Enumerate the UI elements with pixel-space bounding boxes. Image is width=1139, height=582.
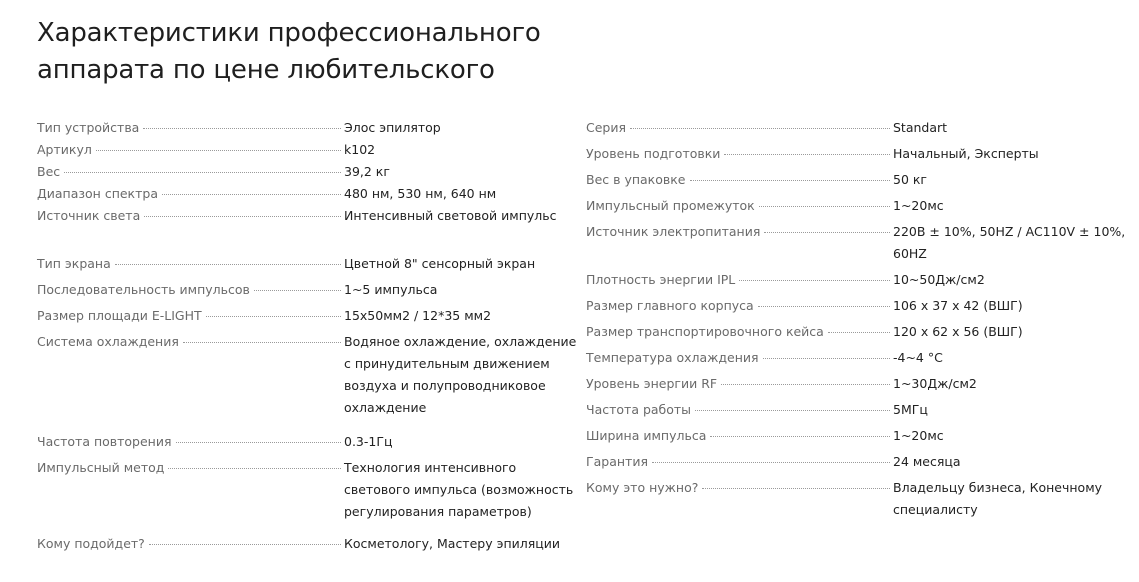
page-title: [37, 15, 541, 89]
spec-value: 480 нм, 530 нм, 640 нм: [344, 186, 497, 201]
spec-row: [586, 195, 1126, 217]
spec-label: Уровень подготовки: [586, 146, 721, 161]
spec-value: Начальный, Эксперты: [893, 146, 1039, 161]
spec-value: Технология интенсивного светового импульса (возможность регулирования параметров): [344, 460, 574, 519]
spec-row: [586, 347, 1126, 369]
page-title-line-1: Характеристики профессионального: [37, 18, 541, 48]
spec-label: Вес в упаковке: [586, 172, 686, 187]
spec-label: Размер главного корпуса: [586, 298, 754, 313]
spec-row: [586, 477, 1126, 521]
spec-label: Гарантия: [586, 454, 648, 469]
spec-label: Артикул: [37, 142, 92, 157]
spec-row: [586, 399, 1126, 421]
dotted-leader: [724, 154, 890, 155]
spec-value: -4~4 °C: [893, 350, 943, 365]
spec-value: Standart: [893, 120, 948, 135]
spec-row: [586, 451, 1126, 473]
spec-label: Импульсный метод: [37, 460, 165, 475]
spec-label: Ширина импульса: [586, 428, 707, 443]
spec-label: Серия: [586, 120, 626, 135]
spec-label: Последовательность импульсов: [37, 282, 250, 297]
spec-row: [586, 269, 1126, 291]
spec-value: Водяное охлаждение, охлаждение с принудительным движением воздуха и полупроводниковое охлаждение: [344, 334, 577, 415]
spec-row: [37, 183, 582, 205]
spec-label: Диапазон спектра: [37, 186, 158, 201]
dotted-leader: [702, 488, 890, 489]
spec-row: [37, 205, 582, 227]
dotted-leader: [758, 306, 890, 307]
dotted-leader: [695, 410, 890, 411]
spec-value: 106 x 37 x 42 (ВШГ): [893, 298, 1023, 313]
spec-row: [586, 425, 1126, 447]
page-title-line-2: аппарата по цене любительского: [37, 55, 495, 85]
spec-label: Уровень энергии RF: [586, 376, 718, 391]
dotted-leader: [630, 128, 890, 129]
spec-value: 24 месяца: [893, 454, 961, 469]
spec-value: 120 x 62 x 56 (ВШГ): [893, 324, 1023, 339]
spec-label: Частота работы: [586, 402, 692, 417]
spec-value: 39,2 кг: [344, 164, 390, 179]
dotted-leader: [176, 442, 341, 443]
dotted-leader: [64, 172, 341, 173]
dotted-leader: [710, 436, 890, 437]
dotted-leader: [149, 544, 341, 545]
spec-row: [37, 305, 582, 327]
spec-row: [37, 253, 582, 275]
dotted-leader: [652, 462, 890, 463]
spec-label: Источник электропитания: [586, 224, 761, 239]
spec-row: [586, 295, 1126, 317]
spec-value: 15x50мм2 / 12*35 мм2: [344, 308, 492, 323]
spec-list-left: [37, 117, 582, 555]
spec-row: [37, 533, 582, 555]
dotted-leader: [739, 280, 890, 281]
spec-label: Размер площади E-LIGHT: [37, 308, 202, 323]
spec-row: [586, 117, 1126, 139]
spec-label: Импульсный промежуток: [586, 198, 755, 213]
dotted-leader: [764, 232, 890, 233]
dotted-leader: [115, 264, 341, 265]
spec-row: [37, 139, 582, 161]
spec-value: 1~20мс: [893, 198, 944, 213]
spec-label: Тип экрана: [37, 256, 111, 271]
spec-value: 1~20мс: [893, 428, 944, 443]
spec-label: Вес: [37, 164, 61, 179]
spec-label: Кому это нужно?: [586, 480, 699, 495]
dotted-leader: [206, 316, 341, 317]
dotted-leader: [254, 290, 341, 291]
spec-label: Температура охлаждения: [586, 350, 759, 365]
dotted-leader: [828, 332, 890, 333]
spec-row: [37, 331, 582, 419]
spec-value: Элос эпилятор: [344, 120, 441, 135]
dotted-leader: [183, 342, 341, 343]
spec-row: [586, 169, 1126, 191]
spec-value: Косметологу, Мастеру эпиляции: [344, 536, 561, 551]
spec-value: 50 кг: [893, 172, 927, 187]
spec-value: Цветной 8" сенсорный экран: [344, 256, 536, 271]
spec-value: 5МГц: [893, 402, 928, 417]
dotted-leader: [168, 468, 341, 469]
spec-label: Размер транспортировочного кейса: [586, 324, 824, 339]
spec-row: [586, 143, 1126, 165]
spec-list-right: [586, 117, 1126, 521]
spec-row: [37, 457, 582, 523]
dotted-leader: [162, 194, 341, 195]
spec-value: Владельцу бизнеса, Конечному специалисту: [893, 480, 1103, 517]
spec-label: Частота повторения: [37, 434, 172, 449]
spec-label: Система охлаждения: [37, 334, 179, 349]
dotted-leader: [759, 206, 890, 207]
dotted-leader: [143, 128, 341, 129]
dotted-leader: [763, 358, 890, 359]
spec-value: 1~30Дж/см2: [893, 376, 977, 391]
spec-row: [37, 161, 582, 183]
spec-label: Тип устройства: [37, 120, 140, 135]
spec-row: [37, 431, 582, 453]
spec-row: [586, 373, 1126, 395]
spec-row: [37, 279, 582, 301]
dotted-leader: [690, 180, 891, 181]
spec-value: 220В ± 10%, 50HZ / AC110V ± 10%, 60HZ: [893, 224, 1126, 261]
spec-value: 10~50Дж/см2: [893, 272, 985, 287]
spec-label: Плотность энергии IPL: [586, 272, 736, 287]
spec-label: Источник света: [37, 208, 141, 223]
spec-value: k102: [344, 142, 376, 157]
dotted-leader: [96, 150, 341, 151]
spec-value: Интенсивный световой импульс: [344, 208, 557, 223]
spec-value: 0.3-1Гц: [344, 434, 393, 449]
spec-row: [586, 321, 1126, 343]
dotted-leader: [144, 216, 341, 217]
dotted-leader: [721, 384, 890, 385]
spec-row: [586, 221, 1126, 265]
spec-value: 1~5 импульса: [344, 282, 438, 297]
spec-row: [37, 117, 582, 139]
spec-label: Кому подойдет?: [37, 536, 145, 551]
